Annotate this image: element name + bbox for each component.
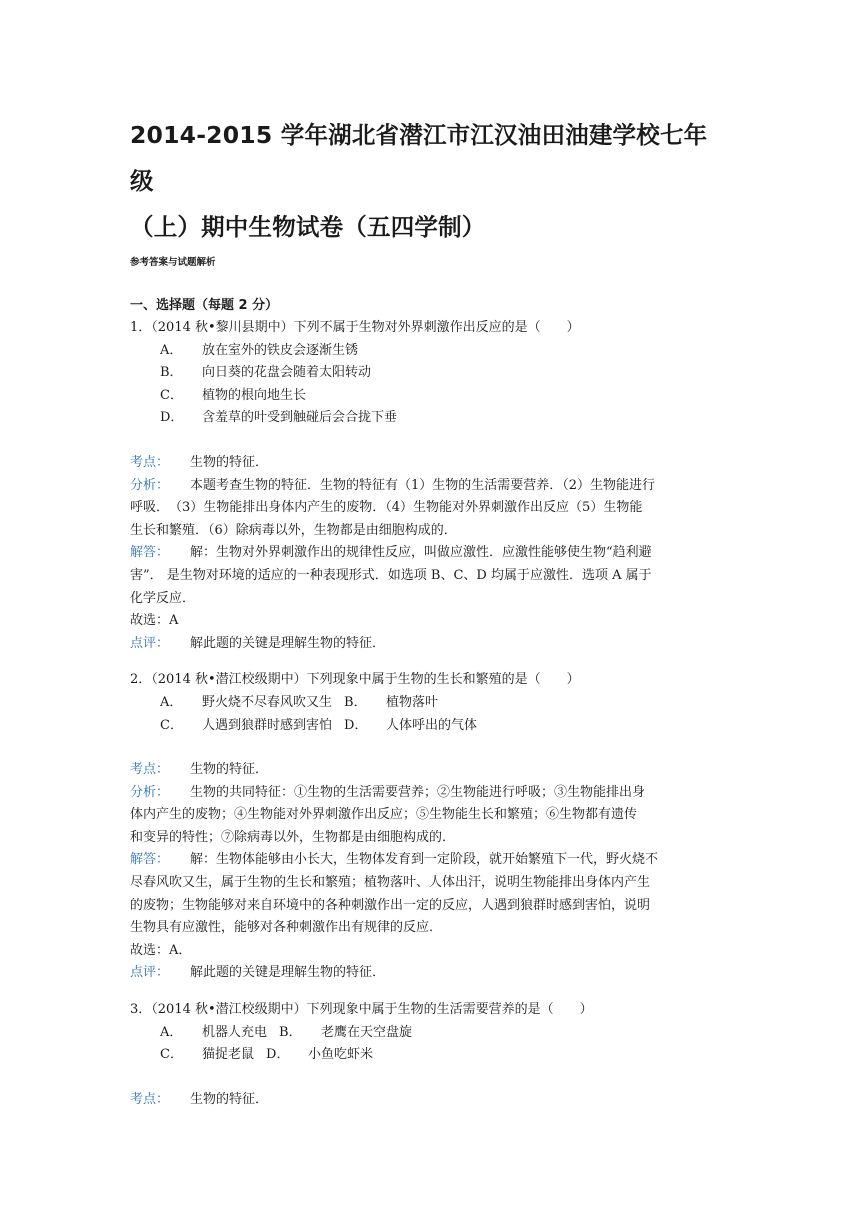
question-3 xyxy=(130,999,730,1111)
option-text: 向日葵的花盘会随着太阳转动 xyxy=(202,365,372,381)
fenxi-text: 和变异的特性；⑦除病毒以外，生物都是由细胞构成的． xyxy=(130,829,456,845)
kaodian-text: 生物的特征． xyxy=(190,454,269,470)
fenxi-text: 生长和繁殖．（6）除病毒以外，生物都是由细胞构成的． xyxy=(130,522,457,538)
dianping-row xyxy=(130,633,730,656)
jieda-text: 解：生物体能够由小长大，生物体发育到一定阶段，就开始繁殖下一代，野火烧不 xyxy=(190,852,659,868)
answer-value: A xyxy=(169,613,179,629)
option-row-ab xyxy=(130,692,730,715)
doc-subtitle: 参考答案与试题解析 xyxy=(130,257,216,268)
answer-label: 故选： xyxy=(130,613,170,629)
answer-row xyxy=(130,940,730,963)
option-letter: A． xyxy=(160,1024,183,1040)
option-letter: C． xyxy=(160,717,183,733)
question-stem: 1．（2014 秋•黎川县期中）下列不属于生物对外界刺激作出反应的是（ ） xyxy=(130,320,580,335)
option-letter: C． xyxy=(160,387,183,403)
option-text: 机器人充电 xyxy=(202,1024,268,1040)
jieda-label: 解答： xyxy=(130,852,170,868)
kaodian-text: 生物的特征． xyxy=(190,1091,269,1107)
kaodian-row xyxy=(130,759,730,782)
option-letter: A． xyxy=(160,342,183,358)
option-letter: B． xyxy=(279,1024,302,1040)
jieda-text: 解：生物对外界刺激作出的规律性反应，叫做应激性．应激性能够使生物“趋利避 xyxy=(190,545,652,561)
jieda-row xyxy=(130,542,730,565)
option-text: 人遇到狼群时感到害怕 xyxy=(202,717,333,733)
option-row-cd xyxy=(130,1044,730,1067)
kaodian-row xyxy=(130,452,730,475)
option-letter: D． xyxy=(160,410,184,426)
kaodian-label: 考点： xyxy=(130,1091,170,1107)
question-stem: 2．（2014 秋•潜江校级期中）下列现象中属于生物的生长和繁殖的是（ ） xyxy=(130,672,580,688)
jieda-text: 尽春风吹又生，属于生物的生长和繁殖；植物落叶、人体出汗，说明生物能排出身体内产生 xyxy=(130,875,651,891)
document-page xyxy=(130,112,730,1111)
option-text: 老鹰在天空盘旋 xyxy=(321,1024,413,1040)
question-1 xyxy=(130,317,730,655)
option-letter: B． xyxy=(344,694,367,710)
option-b xyxy=(130,362,730,385)
option-text: 植物的根向地生长 xyxy=(202,387,307,403)
fenxi-text: 体内产生的废物；④生物能对外界刺激作出反应；⑤生物能生长和繁殖；⑥生物都有遗传 xyxy=(130,807,638,823)
option-a xyxy=(130,340,730,363)
option-text: 放在室外的铁皮会逐渐生锈 xyxy=(202,342,359,358)
kaodian-label: 考点： xyxy=(130,762,170,778)
kaodian-label: 考点： xyxy=(130,454,170,470)
fenxi-label: 分析： xyxy=(130,477,170,493)
fenxi-text: 生物的共同特征：①生物的生活需要营养；②生物能进行呼吸；③生物能排出身 xyxy=(190,784,646,800)
doc-title xyxy=(130,112,730,250)
question-stem: 3．（2014 秋•潜江校级期中）下列现象中属于生物的生活需要营养的是（ ） xyxy=(130,1002,593,1018)
option-letter: B． xyxy=(160,365,183,381)
option-row-cd xyxy=(130,715,730,738)
option-row-ab xyxy=(130,1022,730,1045)
dianping-row xyxy=(130,962,730,985)
fenxi-text: 呼吸． （3）生物能排出身体内产生的废物．（4）生物能对外界刺激作出反应（5）生物能 xyxy=(130,500,643,516)
fenxi-row xyxy=(130,782,730,805)
option-d xyxy=(130,407,730,430)
answer-value: A． xyxy=(169,942,192,958)
jieda-text: 的废物；生物能够对来自环境中的各种刺激作出一定的反应，人遇到狼群时感到害怕，说明 xyxy=(130,897,651,913)
option-letter: D． xyxy=(344,717,368,733)
dianping-text: 解此题的关键是理解生物的特征． xyxy=(190,965,386,981)
option-letter: C． xyxy=(160,1047,183,1063)
doc-title-line2: （上）期中生物试卷（五四学制） xyxy=(130,213,486,241)
question-2 xyxy=(130,669,730,985)
option-text: 含羞草的叶受到触碰后会合拢下垂 xyxy=(202,410,398,426)
option-c xyxy=(130,385,730,408)
dianping-label: 点评： xyxy=(130,965,170,981)
option-text: 小鱼吃虾米 xyxy=(308,1047,374,1063)
jieda-label: 解答： xyxy=(130,545,170,561)
kaodian-text: 生物的特征． xyxy=(190,762,269,778)
jieda-text: 化学反应． xyxy=(130,590,196,606)
jieda-text: 生物具有应激性，能够对各种刺激作出有规律的反应． xyxy=(130,920,443,936)
option-letter: D． xyxy=(266,1047,290,1063)
option-text: 野火烧不尽春风吹又生 xyxy=(202,694,333,710)
kaodian-row xyxy=(130,1089,730,1112)
option-text: 植物落叶 xyxy=(386,694,439,710)
dianping-text: 解此题的关键是理解生物的特征． xyxy=(190,635,386,651)
fenxi-text: 本题考查生物的特征．生物的特征有（1）生物的生活需要营养．（2）生物能进行 xyxy=(190,477,656,493)
option-letter: A． xyxy=(160,694,183,710)
dianping-label: 点评： xyxy=(130,635,170,651)
doc-title-line1: 2014-2015 学年湖北省潜江市江汉油田油建学校七年级 xyxy=(130,121,708,195)
jieda-row xyxy=(130,849,730,872)
option-text: 人体呼出的气体 xyxy=(386,717,478,733)
fenxi-row xyxy=(130,475,730,498)
fenxi-label: 分析： xyxy=(130,784,170,800)
answer-row xyxy=(130,610,730,633)
section-title: 一、选择题（每题 2 分） xyxy=(130,298,279,313)
option-text: 猫捉老鼠 xyxy=(202,1047,255,1063)
jieda-text: 害”． 是生物对环境的适应的一种表现形式．如选项 B、C、D 均属于应激性．选项 A 属于 xyxy=(130,567,652,583)
answer-label: 故选： xyxy=(130,942,170,958)
